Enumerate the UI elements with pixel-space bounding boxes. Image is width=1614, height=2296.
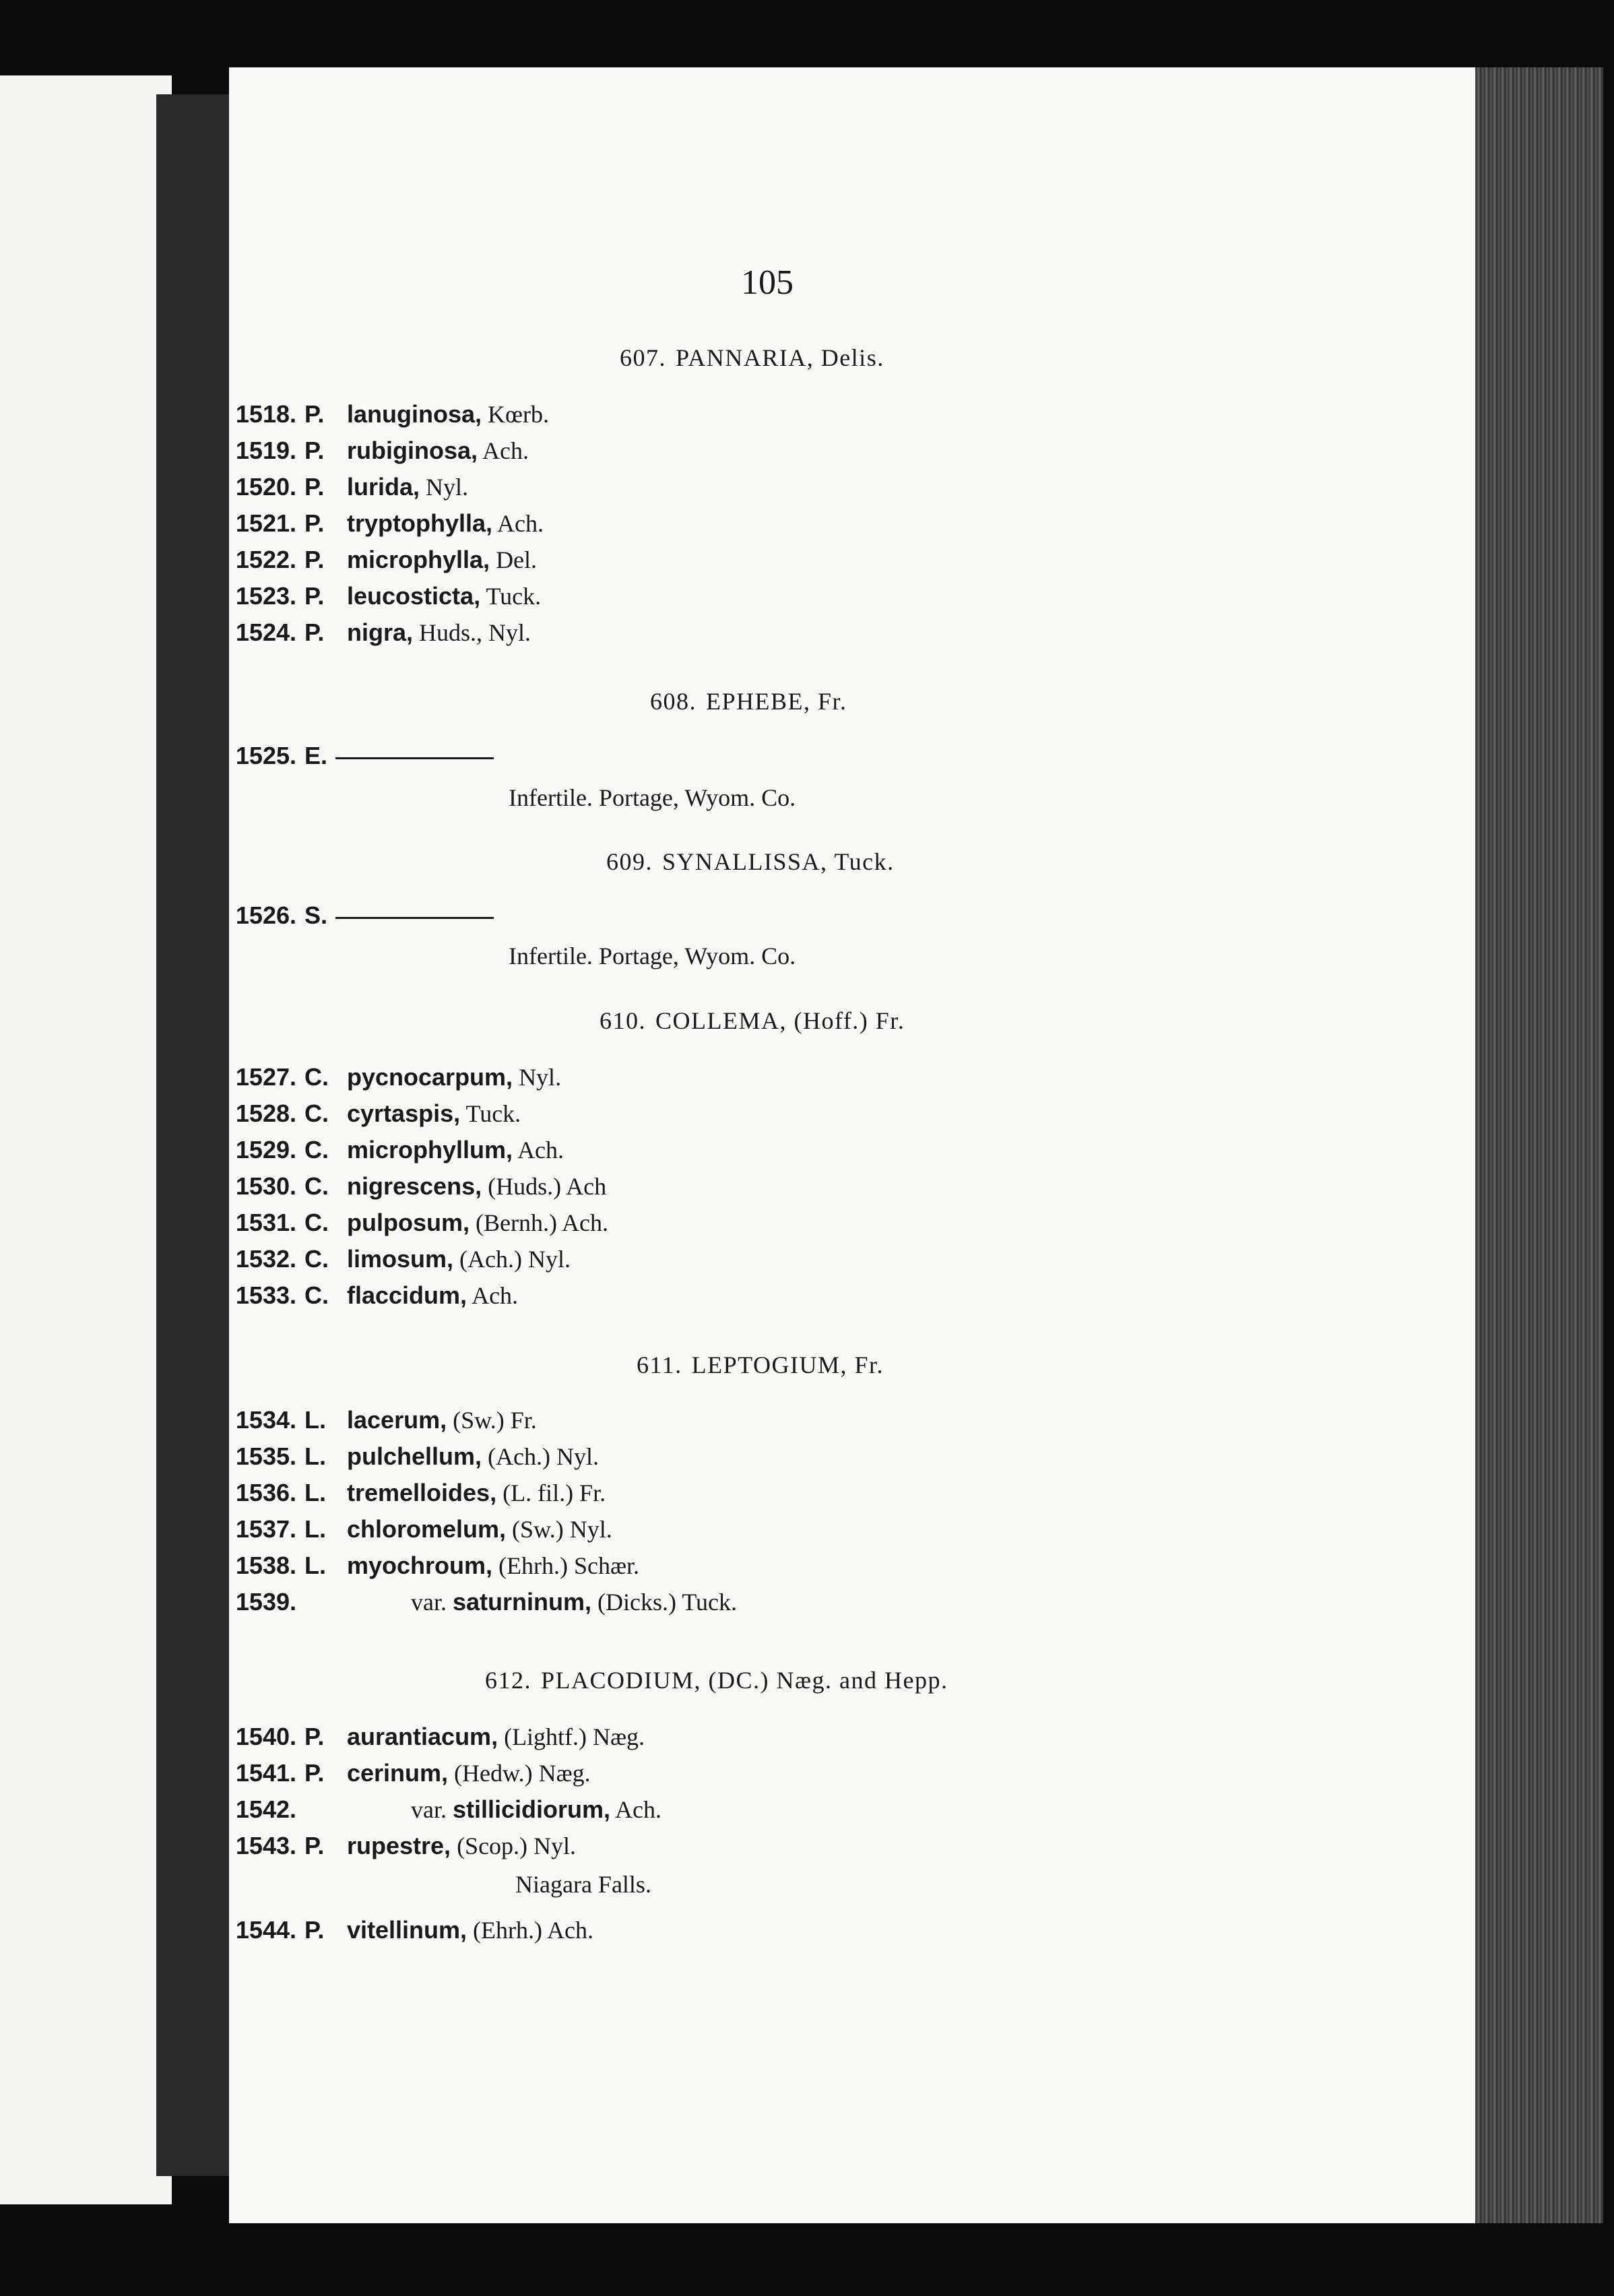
binding-shadow	[156, 94, 230, 2176]
section-header-leptogium: 611. LEPTOGIUM, Fr.	[637, 1351, 884, 1378]
page-number: 105	[741, 263, 794, 302]
section-header-pannaria: 607. PANNARIA, Delis.	[620, 344, 884, 371]
section-header-collema: 610. COLLEMA, (Hoff.) Fr.	[600, 1007, 905, 1034]
blank-dash	[335, 917, 494, 919]
blank-dash	[335, 757, 494, 759]
locality-note: Infertile. Portage, Wyom. Co.	[509, 784, 796, 811]
locality-note: Infertile. Portage, Wyom. Co.	[509, 943, 796, 969]
page-stack-edge	[1468, 67, 1603, 2223]
section-header-ephebe: 608. EPHEBE, Fr.	[650, 688, 847, 715]
section-header-synallissa: 609. SYNALLISSA, Tuck.	[606, 848, 895, 875]
left-page-edge	[0, 75, 172, 2204]
section-header-placodium: 612. PLACODIUM, (DC.) Næg. and Hepp.	[485, 1667, 948, 1694]
locality-note: Niagara Falls.	[515, 1871, 651, 1898]
